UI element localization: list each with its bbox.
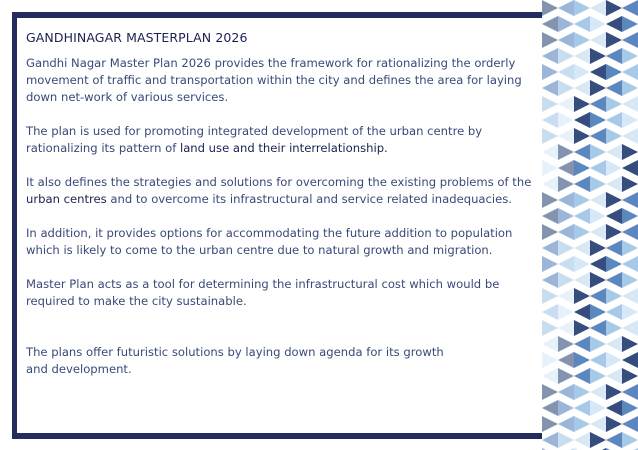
pattern-triangle — [558, 304, 574, 320]
pattern-triangle — [622, 336, 638, 352]
pattern-triangle — [558, 320, 574, 336]
decorative-triangle-pattern — [542, 0, 638, 450]
pattern-triangle — [558, 176, 574, 192]
pattern-triangle — [558, 192, 574, 208]
pattern-triangle — [542, 0, 558, 16]
pattern-triangle — [558, 16, 574, 32]
pattern-triangle — [558, 96, 574, 112]
pattern-triangle — [542, 288, 558, 304]
paragraph-2-highlight: land use and their interrelationship. — [179, 141, 388, 155]
pattern-triangle — [590, 384, 606, 400]
pattern-triangle — [622, 256, 638, 272]
pattern-triangle — [622, 384, 638, 400]
pattern-triangle — [622, 400, 638, 416]
pattern-triangle — [558, 288, 574, 304]
pattern-triangle — [590, 176, 606, 192]
pattern-triangle — [542, 64, 558, 80]
pattern-triangle — [558, 64, 574, 80]
pattern-triangle — [574, 192, 590, 208]
pattern-triangle — [590, 352, 606, 368]
pattern-triangle — [542, 352, 558, 368]
pattern-triangle — [606, 176, 622, 192]
pattern-triangle — [574, 112, 590, 128]
pattern-triangle — [590, 0, 606, 16]
pattern-triangle — [542, 96, 558, 112]
pattern-triangle — [542, 16, 558, 32]
pattern-triangle — [590, 144, 606, 160]
pattern-triangle — [622, 224, 638, 240]
pattern-triangle — [542, 336, 558, 352]
pattern-triangle — [606, 272, 622, 288]
paragraph-4 — [26, 225, 538, 259]
pattern-triangle — [622, 320, 638, 336]
pattern-triangle — [574, 48, 590, 64]
pattern-triangle — [574, 208, 590, 224]
pattern-triangle — [558, 416, 574, 432]
pattern-triangle — [622, 304, 638, 320]
pattern-triangle — [558, 128, 574, 144]
paragraph-6-text: The plans offer futuristic solutions by laying down agenda for its growth and development. — [26, 345, 444, 376]
pattern-triangle — [542, 432, 558, 448]
pattern-triangle — [574, 272, 590, 288]
pattern-triangle — [606, 240, 622, 256]
pattern-triangle — [558, 112, 574, 128]
pattern-triangle — [542, 192, 558, 208]
pattern-triangle — [542, 160, 558, 176]
pattern-triangle — [622, 128, 638, 144]
pattern-triangle — [590, 256, 606, 272]
pattern-triangle — [590, 288, 606, 304]
pattern-triangle — [606, 0, 622, 16]
pattern-triangle — [606, 432, 622, 448]
pattern-triangle — [590, 336, 606, 352]
pattern-triangle — [558, 80, 574, 96]
pattern-triangle — [622, 160, 638, 176]
pattern-triangle — [574, 256, 590, 272]
pattern-triangle — [542, 400, 558, 416]
pattern-triangle — [606, 224, 622, 240]
pattern-triangle — [622, 272, 638, 288]
pattern-triangle — [558, 0, 574, 16]
pattern-triangle — [606, 112, 622, 128]
paragraph-2-text: The plan is used for promoting integrated development of the urban centre by rationalizing its pattern of — [26, 124, 483, 155]
pattern-triangle — [574, 16, 590, 32]
pattern-triangle — [622, 144, 638, 160]
pattern-triangle — [574, 336, 590, 352]
pattern-triangle — [574, 0, 590, 16]
pattern-triangle — [574, 416, 590, 432]
paragraph-4-text: In addition, it provides options for accommodating the future addition to population which is likely to come to the urban centre due to natural growth and migration. — [26, 226, 513, 257]
pattern-triangle — [590, 368, 606, 384]
pattern-triangle — [574, 352, 590, 368]
pattern-triangle — [622, 432, 638, 448]
pattern-triangle — [590, 128, 606, 144]
pattern-triangle — [542, 80, 558, 96]
pattern-triangle — [590, 416, 606, 432]
paragraph-3-text-end: and to overcome its infrastructural and service related inadequacies. — [106, 192, 512, 206]
pattern-triangle — [606, 208, 622, 224]
pattern-triangle — [606, 384, 622, 400]
pattern-triangle — [622, 176, 638, 192]
pattern-triangle — [590, 320, 606, 336]
pattern-triangle — [622, 208, 638, 224]
pattern-triangle — [574, 64, 590, 80]
pattern-triangle — [590, 160, 606, 176]
pattern-triangle — [606, 64, 622, 80]
pattern-triangle — [590, 240, 606, 256]
pattern-triangle — [558, 336, 574, 352]
pattern-triangle — [590, 48, 606, 64]
pattern-triangle — [574, 400, 590, 416]
pattern-triangle — [622, 112, 638, 128]
paragraph-3 — [26, 174, 538, 208]
pattern-triangle — [590, 64, 606, 80]
pattern-triangle — [606, 336, 622, 352]
pattern-triangle — [542, 112, 558, 128]
pattern-triangle — [574, 224, 590, 240]
pattern-triangle — [622, 0, 638, 16]
pattern-triangle — [606, 256, 622, 272]
pattern-triangle — [574, 368, 590, 384]
pattern-triangle — [590, 272, 606, 288]
pattern-triangle — [574, 176, 590, 192]
pattern-triangle — [558, 384, 574, 400]
pattern-triangle — [574, 144, 590, 160]
pattern-triangle — [606, 368, 622, 384]
pattern-triangle — [542, 32, 558, 48]
pattern-triangle — [574, 96, 590, 112]
pattern-triangle — [606, 160, 622, 176]
pattern-triangle — [606, 320, 622, 336]
pattern-triangle — [574, 128, 590, 144]
pattern-triangle — [606, 32, 622, 48]
pattern-triangle — [574, 160, 590, 176]
pattern-triangle — [622, 416, 638, 432]
pattern-triangle — [622, 96, 638, 112]
paragraph-5-text: Master Plan acts as a tool for determining the infrastructural cost which would be required to make the city sustainable. — [26, 277, 500, 308]
pattern-triangle — [542, 128, 558, 144]
pattern-triangle — [606, 48, 622, 64]
pattern-triangle — [590, 16, 606, 32]
pattern-triangle — [606, 144, 622, 160]
pattern-triangle — [606, 352, 622, 368]
pattern-triangle — [606, 400, 622, 416]
pattern-triangle — [622, 16, 638, 32]
pattern-triangle — [590, 32, 606, 48]
paragraph-1 — [26, 55, 538, 106]
pattern-triangle — [590, 432, 606, 448]
paragraph-1-text: Gandhi Nagar Master Plan 2026 provides the framework for rationalizing the orderly movement of traffic and transportation within the city and defines the area for laying down net-work of various services. — [26, 56, 522, 104]
pattern-triangle — [558, 240, 574, 256]
pattern-triangle — [606, 288, 622, 304]
pattern-triangle — [574, 288, 590, 304]
pattern-triangle — [542, 304, 558, 320]
pattern-triangle — [590, 224, 606, 240]
pattern-triangle — [590, 112, 606, 128]
pattern-triangle — [558, 272, 574, 288]
pattern-triangle — [542, 176, 558, 192]
pattern-triangle — [622, 192, 638, 208]
pattern-triangle — [542, 320, 558, 336]
pattern-triangle — [622, 80, 638, 96]
pattern-triangle — [558, 432, 574, 448]
frame-border-top — [12, 12, 542, 18]
pattern-triangle — [622, 368, 638, 384]
pattern-triangle — [590, 304, 606, 320]
pattern-triangle — [558, 32, 574, 48]
pattern-triangle — [606, 304, 622, 320]
slide-content — [26, 30, 538, 395]
pattern-triangle — [622, 48, 638, 64]
pattern-triangle — [574, 80, 590, 96]
pattern-triangle — [590, 400, 606, 416]
paragraph-3-highlight: urban centres — [26, 192, 107, 206]
pattern-triangle — [558, 144, 574, 160]
pattern-triangle — [542, 224, 558, 240]
pattern-triangle — [590, 208, 606, 224]
paragraph-2 — [26, 123, 538, 157]
pattern-triangle — [542, 256, 558, 272]
paragraph-5 — [26, 276, 538, 310]
pattern-triangle — [558, 48, 574, 64]
pattern-triangle — [542, 384, 558, 400]
pattern-triangle — [574, 384, 590, 400]
pattern-triangle — [558, 224, 574, 240]
pattern-triangle — [606, 80, 622, 96]
pattern-triangle — [542, 208, 558, 224]
pattern-triangle — [622, 288, 638, 304]
pattern-triangle — [574, 320, 590, 336]
pattern-triangle — [606, 16, 622, 32]
pattern-triangle — [606, 416, 622, 432]
pattern-triangle — [574, 432, 590, 448]
paragraph-3-text: It also defines the strategies and solutions for overcoming the existing problems of the — [26, 175, 532, 189]
pattern-triangle — [558, 368, 574, 384]
pattern-triangle — [590, 80, 606, 96]
pattern-triangle — [558, 352, 574, 368]
pattern-triangle — [558, 256, 574, 272]
pattern-triangle — [574, 240, 590, 256]
paragraph-6 — [26, 327, 538, 378]
slide-title: GANDHINAGAR MASTERPLAN 2026 — [26, 30, 248, 45]
pattern-triangle — [558, 400, 574, 416]
pattern-triangle — [606, 96, 622, 112]
pattern-triangle — [590, 96, 606, 112]
pattern-triangle — [542, 48, 558, 64]
pattern-triangle — [590, 192, 606, 208]
pattern-triangle — [542, 240, 558, 256]
pattern-triangle — [542, 144, 558, 160]
pattern-triangle — [542, 272, 558, 288]
pattern-triangle — [542, 368, 558, 384]
pattern-triangle — [622, 352, 638, 368]
pattern-triangle — [574, 304, 590, 320]
pattern-triangle — [606, 128, 622, 144]
frame-border-left — [12, 12, 17, 439]
pattern-triangle — [606, 192, 622, 208]
pattern-triangle — [622, 64, 638, 80]
pattern-triangle — [558, 208, 574, 224]
pattern-triangle — [622, 240, 638, 256]
pattern-triangle — [574, 32, 590, 48]
pattern-triangle — [558, 160, 574, 176]
pattern-triangle — [542, 416, 558, 432]
frame-border-bottom — [12, 433, 542, 439]
pattern-triangle — [622, 32, 638, 48]
